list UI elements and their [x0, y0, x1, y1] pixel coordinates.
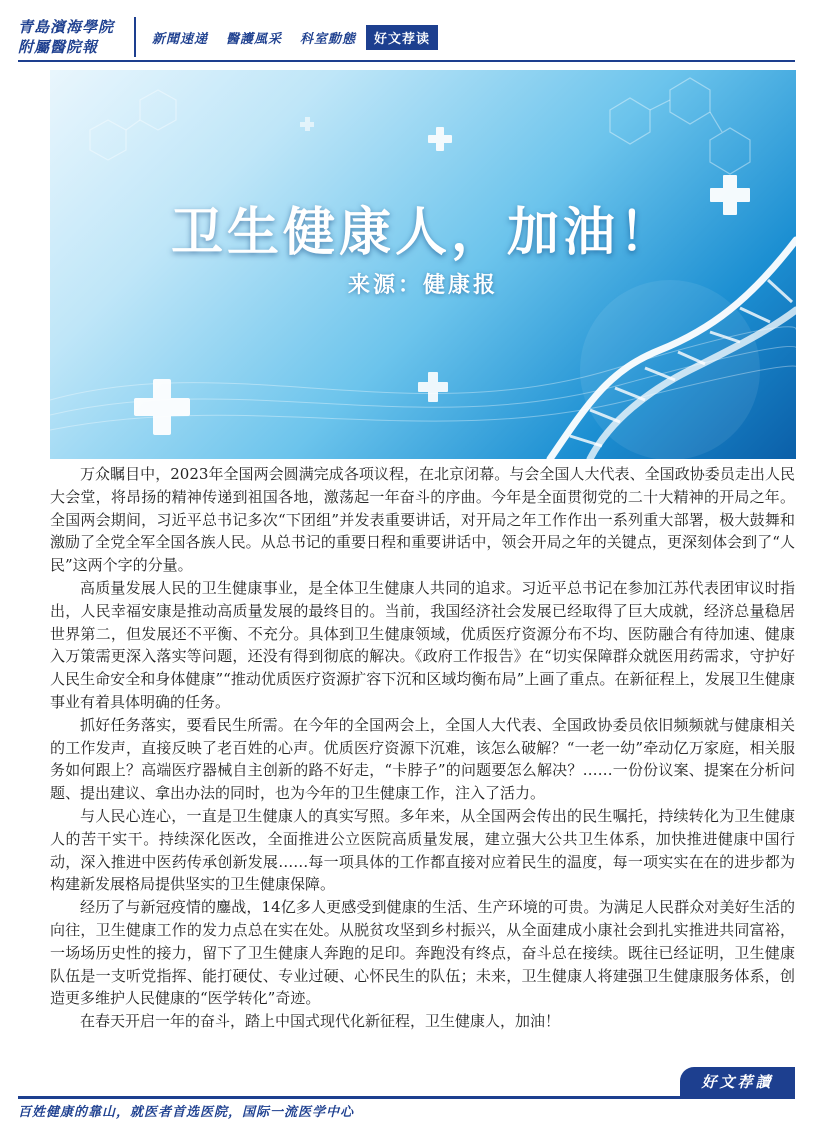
article-title: 卫生健康人，加油！ [170, 202, 675, 263]
nav-item-recommended[interactable]: 好文荐读 [366, 25, 438, 50]
footer-slogan: 百姓健康的靠山，就医者首选医院，国际一流医学中心 [18, 1105, 355, 1120]
section-tag: 好文荐讀 [680, 1067, 795, 1097]
footer-rule [18, 1096, 795, 1099]
header-divider [134, 17, 136, 57]
paragraph: 与人民心连心，一直是卫生健康人的真实写照。多年来，从全国两会传出的民生嘱托，持续转化为卫生健康人的苦干实干。持续深化医改，全面推进公立医院高质量发展，建立强大公共卫生体系，加快推进健康中国行动，深入推进中医药传承创新发展……每一项具体的工作都直接对应着民生的温度，每一项实实在在的进步都为构建新发展格局提供坚实的卫生健康保障。 [50, 806, 795, 894]
paragraph: 在春天开启一年的奋斗，踏上中国式现代化新征程，卫生健康人，加油！ [80, 1012, 561, 1031]
article-body [50, 463, 795, 1033]
masthead-line-2: 附屬醫院報 [18, 38, 99, 56]
nav-item-staff[interactable]: 醫護風采 [226, 31, 283, 47]
header-rule [18, 60, 795, 62]
nav-item-news[interactable]: 新聞速递 [152, 31, 209, 47]
paragraph: 经历了与新冠疫情的鏖战，14亿多人更感受到健康的生活、生产环境的可贵。为满足人民群众对美好生活的向往，卫生健康工作的发力点总在实在处。从脱贫攻坚到乡村振兴，从全面建成小康社会到扎实推进共同富裕，一场场历史性的接力，留下了卫生健康人奔跑的足印。奔跑没有终点，奋斗总在接续。既往已经证明，卫生健康队伍是一支听党指挥、能打硬仗、专业过硬、心怀民生的队伍；未来，卫生健康人将建强卫生健康服务体系，创造更多维护人民健康的“医学转化”奇迹。 [50, 898, 795, 1008]
masthead-line-1: 青島濱海學院 [18, 18, 115, 36]
paragraph: 抓好任务落实，要看民生所需。在今年的全国两会上，全国人大代表、全国政协委员依旧频频就与健康相关的工作发声，直接反映了老百姓的心声。优质医疗资源下沉难，该怎么破解？“一老一幼”牵动亿万家庭，相关服务如何跟上？高端医疗器械自主创新的路不好走，“卡脖子”的问题要怎么解决？……一份份议案、提案在分析问题、提出建议、拿出办法的同时，也为今年的卫生健康工作，注入了活力。 [50, 715, 795, 803]
nav-item-departments[interactable]: 科室動態 [300, 31, 357, 47]
paragraph: 高质量发展人民的卫生健康事业，是全体卫生健康人共同的追求。习近平总书记在参加江苏代表团审议时指出，人民幸福安康是推动高质量发展的最终目的。当前，我国经济社会发展已经取得了巨大成就，经济总量稳居世界第二，但发展还不平衡、不充分。具体到卫生健康领域，优质医疗资源分布不均、医防融合有待加速、健康入万策需更深入落实等问题，还没有得到彻底的解决。《政府工作报告》在“切实保障群众就医用药需求，守护好人民生命安全和身体健康”“推动优质医疗资源扩容下沉和区域均衡布局”上画了重点。在新征程上，发展卫生健康事业有着具体明确的任务。 [50, 578, 795, 711]
hero-banner [50, 70, 796, 459]
article-source: 来源：健康报 [347, 273, 498, 298]
section-nav [144, 25, 438, 50]
masthead-logo [18, 15, 130, 59]
page-header [18, 14, 795, 60]
paragraph: 万众瞩目中，2023年全国两会圆满完成各项议程，在北京闭幕。与会全国人大代表、全国政协委员走出人民大会堂，将昂扬的精神传递到祖国各地，激荡起一年奋斗的序曲。今年是全面贯彻党的二十大精神的开局之年。全国两会期间，习近平总书记多次“下团组”并发表重要讲话，对开局之年工作作出一系列重大部署，极大鼓舞和激励了全党全军全国各族人民。从总书记的重要日程和重要讲话中，领会开局之年的关键点，更深刻体会到了“人民”这两个字的分量。 [50, 465, 795, 575]
